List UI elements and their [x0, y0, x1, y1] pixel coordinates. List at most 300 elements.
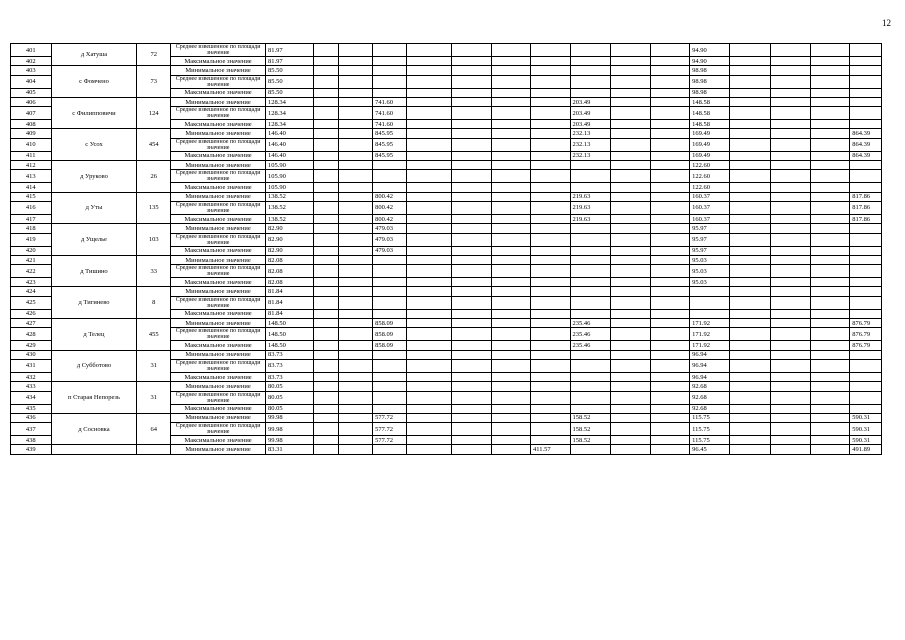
value-cell [531, 97, 570, 106]
value-cell: 83.73 [265, 350, 314, 359]
value-cell [531, 224, 570, 233]
value-cell [406, 192, 451, 201]
value-cell [491, 161, 530, 170]
value-cell [771, 170, 810, 183]
value-cell [531, 359, 570, 372]
value-type-cell: Среднее взвешенное по площади значение [171, 423, 266, 436]
value-cell [810, 413, 849, 422]
value-cell [406, 88, 451, 97]
value-cell [729, 413, 771, 422]
value-cell [729, 183, 771, 192]
value-cell [339, 44, 373, 57]
row-number-cell: 432 [11, 372, 52, 381]
value-cell [531, 404, 570, 413]
value-cell [729, 170, 771, 183]
value-cell [406, 436, 451, 445]
value-cell [314, 75, 339, 88]
value-cell [452, 246, 491, 255]
value-cell [339, 246, 373, 255]
value-type-cell: Среднее взвешенное по площади значение [171, 75, 266, 88]
value-cell [729, 350, 771, 359]
value-cell [771, 44, 810, 57]
value-cell [452, 138, 491, 151]
table-row [11, 445, 882, 454]
row-number-cell: 419 [11, 233, 52, 246]
value-cell [406, 201, 451, 214]
value-type-cell: Минимальное значение [171, 97, 266, 106]
settlement-name-cell: д Хатуша [51, 44, 137, 66]
value-cell: 741.60 [373, 120, 407, 129]
value-cell [531, 328, 570, 341]
value-cell [491, 359, 530, 372]
value-cell [452, 192, 491, 201]
value-type-cell: Среднее взвешенное по площади значение [171, 296, 266, 309]
value-cell [452, 404, 491, 413]
value-type-cell: Среднее взвешенное по площади значение [171, 201, 266, 214]
row-number-cell: 437 [11, 423, 52, 436]
value-cell [339, 382, 373, 391]
value-cell [850, 183, 882, 192]
value-type-cell: Максимальное значение [171, 57, 266, 66]
row-number-cell: 424 [11, 287, 52, 296]
value-cell [314, 214, 339, 223]
value-cell: 158.52 [570, 423, 611, 436]
value-cell [810, 129, 849, 138]
value-cell [452, 391, 491, 404]
value-cell [452, 120, 491, 129]
population-cell: 124 [137, 97, 171, 129]
value-cell: 864.39 [850, 151, 882, 160]
value-cell [771, 287, 810, 296]
value-cell [850, 287, 882, 296]
row-number-cell: 412 [11, 161, 52, 170]
value-cell [452, 296, 491, 309]
value-type-cell: Среднее взвешенное по площади значение [171, 328, 266, 341]
value-cell [314, 201, 339, 214]
value-cell [810, 359, 849, 372]
value-cell [406, 75, 451, 88]
value-cell: 105.90 [265, 170, 314, 183]
value-cell [491, 372, 530, 381]
value-cell [810, 138, 849, 151]
value-cell [611, 423, 650, 436]
value-cell [570, 224, 611, 233]
value-cell: 105.90 [265, 183, 314, 192]
value-cell [771, 413, 810, 422]
value-cell: 99.98 [265, 423, 314, 436]
value-cell [373, 404, 407, 413]
value-cell [406, 214, 451, 223]
value-cell [611, 107, 650, 120]
value-cell [650, 97, 689, 106]
value-cell [314, 319, 339, 328]
value-cell [339, 97, 373, 106]
settlement-name-cell: д Ущелье [51, 224, 137, 256]
value-cell [406, 138, 451, 151]
value-type-cell: Среднее взвешенное по площади значение [171, 359, 266, 372]
value-cell [650, 201, 689, 214]
value-cell [650, 319, 689, 328]
value-cell [570, 445, 611, 454]
value-cell [314, 161, 339, 170]
value-cell [570, 255, 611, 264]
value-cell [531, 88, 570, 97]
value-cell [729, 328, 771, 341]
value-cell [314, 192, 339, 201]
value-cell [339, 138, 373, 151]
value-cell [729, 151, 771, 160]
value-cell [810, 341, 849, 350]
value-cell [650, 170, 689, 183]
value-cell [491, 413, 530, 422]
settlement-name-cell: д Тишино [51, 255, 137, 287]
row-number-cell: 438 [11, 436, 52, 445]
value-cell [650, 359, 689, 372]
value-cell: 128.34 [265, 107, 314, 120]
value-cell [771, 391, 810, 404]
value-cell [729, 445, 771, 454]
value-cell [650, 341, 689, 350]
value-cell [771, 319, 810, 328]
value-cell: 858.09 [373, 341, 407, 350]
value-cell [491, 88, 530, 97]
value-cell [531, 75, 570, 88]
row-number-cell: 427 [11, 319, 52, 328]
value-cell [531, 138, 570, 151]
row-number-cell: 415 [11, 192, 52, 201]
value-cell [373, 88, 407, 97]
value-cell [491, 246, 530, 255]
value-cell [406, 341, 451, 350]
row-number-cell: 417 [11, 214, 52, 223]
value-cell [531, 183, 570, 192]
row-number-cell: 428 [11, 328, 52, 341]
value-type-cell: Среднее взвешенное по площади значение [171, 107, 266, 120]
value-cell [314, 413, 339, 422]
value-cell [611, 161, 650, 170]
value-cell [373, 287, 407, 296]
value-cell [850, 278, 882, 287]
value-cell [406, 120, 451, 129]
value-cell [570, 278, 611, 287]
value-cell [491, 287, 530, 296]
row-number-cell: 422 [11, 265, 52, 278]
value-cell [491, 309, 530, 318]
value-type-cell: Среднее взвешенное по площади значение [171, 44, 266, 57]
value-cell [314, 246, 339, 255]
value-cell: 80.05 [265, 404, 314, 413]
value-type-cell: Минимальное значение [171, 319, 266, 328]
value-cell [452, 436, 491, 445]
value-cell [650, 192, 689, 201]
value-cell [339, 75, 373, 88]
value-cell [339, 129, 373, 138]
value-cell [406, 233, 451, 246]
value-cell [339, 151, 373, 160]
row-number-cell: 401 [11, 44, 52, 57]
value-cell [452, 224, 491, 233]
value-cell [729, 44, 771, 57]
value-cell: 858.09 [373, 328, 407, 341]
value-cell [611, 413, 650, 422]
value-cell [729, 255, 771, 264]
value-cell [611, 404, 650, 413]
value-cell [406, 246, 451, 255]
value-cell [611, 120, 650, 129]
row-number-cell: 405 [11, 88, 52, 97]
value-cell: 96.94 [690, 359, 729, 372]
value-type-cell: Минимальное значение [171, 192, 266, 201]
value-cell: 800.42 [373, 214, 407, 223]
value-cell [810, 120, 849, 129]
row-number-cell: 421 [11, 255, 52, 264]
value-cell: 232.13 [570, 138, 611, 151]
value-cell [729, 214, 771, 223]
settlement-name-cell [51, 445, 137, 454]
value-cell: 203.49 [570, 107, 611, 120]
value-cell [690, 309, 729, 318]
value-cell [406, 224, 451, 233]
value-cell [771, 138, 810, 151]
table-row [11, 129, 882, 138]
value-cell: 94.90 [690, 44, 729, 57]
value-cell [491, 57, 530, 66]
value-cell: 800.42 [373, 201, 407, 214]
value-cell [850, 161, 882, 170]
value-cell [729, 265, 771, 278]
value-cell [611, 214, 650, 223]
value-cell [314, 170, 339, 183]
value-cell [491, 445, 530, 454]
value-cell [771, 246, 810, 255]
value-cell [339, 265, 373, 278]
value-cell [771, 423, 810, 436]
value-cell [650, 161, 689, 170]
value-cell [650, 278, 689, 287]
population-cell: 26 [137, 161, 171, 193]
row-number-cell: 431 [11, 359, 52, 372]
value-cell [771, 75, 810, 88]
value-cell [850, 44, 882, 57]
value-cell [339, 120, 373, 129]
value-cell [729, 97, 771, 106]
value-cell [771, 201, 810, 214]
value-type-cell: Среднее взвешенное по площади значение [171, 391, 266, 404]
population-cell: 103 [137, 224, 171, 256]
value-cell: 96.45 [690, 445, 729, 454]
value-cell [314, 382, 339, 391]
value-cell: 158.52 [570, 413, 611, 422]
value-cell [771, 296, 810, 309]
value-cell [611, 391, 650, 404]
value-cell: 577.72 [373, 413, 407, 422]
value-cell [570, 161, 611, 170]
value-cell [611, 445, 650, 454]
value-cell [850, 170, 882, 183]
value-cell: 96.94 [690, 372, 729, 381]
population-cell: 31 [137, 382, 171, 414]
value-cell [611, 255, 650, 264]
value-cell [771, 341, 810, 350]
value-cell [406, 287, 451, 296]
value-cell [339, 413, 373, 422]
value-cell [650, 107, 689, 120]
value-cell: 82.08 [265, 265, 314, 278]
row-number-cell: 416 [11, 201, 52, 214]
population-cell: 33 [137, 255, 171, 287]
settlement-name-cell: д Субботово [51, 350, 137, 382]
value-cell [850, 296, 882, 309]
value-cell [406, 445, 451, 454]
value-cell: 160.37 [690, 214, 729, 223]
value-type-cell: Максимальное значение [171, 372, 266, 381]
value-cell [406, 129, 451, 138]
value-cell [373, 66, 407, 75]
value-cell [339, 423, 373, 436]
value-cell [314, 445, 339, 454]
value-cell [850, 107, 882, 120]
value-cell: 876.79 [850, 319, 882, 328]
value-cell [729, 246, 771, 255]
value-cell [406, 391, 451, 404]
value-cell [531, 341, 570, 350]
value-cell [406, 278, 451, 287]
value-cell [570, 44, 611, 57]
value-cell [850, 233, 882, 246]
value-cell [810, 255, 849, 264]
value-cell [611, 66, 650, 75]
value-cell [531, 192, 570, 201]
table-row [11, 287, 882, 296]
row-number-cell: 434 [11, 391, 52, 404]
value-cell [531, 201, 570, 214]
value-cell [531, 309, 570, 318]
value-cell [491, 192, 530, 201]
value-cell [611, 328, 650, 341]
value-cell [650, 413, 689, 422]
value-cell [810, 404, 849, 413]
settlement-name-cell: д Уты [51, 192, 137, 224]
value-cell [570, 404, 611, 413]
value-cell [611, 183, 650, 192]
value-cell [531, 161, 570, 170]
value-cell [406, 57, 451, 66]
value-cell [729, 372, 771, 381]
value-cell [771, 265, 810, 278]
value-cell [729, 287, 771, 296]
settlement-name-cell: с Усох [51, 129, 137, 161]
value-cell [771, 129, 810, 138]
value-type-cell: Минимальное значение [171, 161, 266, 170]
value-cell: 98.98 [690, 88, 729, 97]
value-cell [611, 359, 650, 372]
value-cell: 148.58 [690, 97, 729, 106]
value-cell [491, 328, 530, 341]
value-cell [650, 224, 689, 233]
value-cell: 85.50 [265, 75, 314, 88]
value-cell [650, 88, 689, 97]
value-type-cell: Максимальное значение [171, 309, 266, 318]
row-number-cell: 423 [11, 278, 52, 287]
value-cell [491, 138, 530, 151]
value-cell [339, 319, 373, 328]
value-type-cell: Минимальное значение [171, 413, 266, 422]
value-cell: 99.98 [265, 436, 314, 445]
value-cell [611, 192, 650, 201]
row-number-cell: 430 [11, 350, 52, 359]
value-cell [406, 372, 451, 381]
value-cell [570, 170, 611, 183]
value-cell [729, 278, 771, 287]
value-cell [729, 436, 771, 445]
value-cell: 160.37 [690, 201, 729, 214]
data-table [10, 43, 882, 455]
value-cell [452, 97, 491, 106]
value-cell [771, 372, 810, 381]
value-cell [406, 404, 451, 413]
row-number-cell: 410 [11, 138, 52, 151]
value-cell [570, 66, 611, 75]
value-cell [314, 372, 339, 381]
value-cell [314, 309, 339, 318]
value-cell: 83.73 [265, 372, 314, 381]
value-cell: 83.73 [265, 359, 314, 372]
value-cell [491, 107, 530, 120]
value-cell [650, 309, 689, 318]
value-cell [810, 287, 849, 296]
value-cell [570, 287, 611, 296]
settlement-name-cell: д Телец [51, 319, 137, 351]
value-cell: 128.34 [265, 120, 314, 129]
value-cell: 82.90 [265, 233, 314, 246]
value-cell: 219.63 [570, 192, 611, 201]
value-cell [531, 296, 570, 309]
value-cell [729, 391, 771, 404]
value-cell [491, 423, 530, 436]
value-cell [570, 391, 611, 404]
value-cell [729, 138, 771, 151]
value-cell: 85.50 [265, 88, 314, 97]
value-cell [452, 372, 491, 381]
value-cell [452, 278, 491, 287]
value-cell [690, 296, 729, 309]
value-cell [373, 161, 407, 170]
value-cell [339, 224, 373, 233]
value-type-cell: Максимальное значение [171, 246, 266, 255]
row-number-cell: 409 [11, 129, 52, 138]
value-cell [339, 183, 373, 192]
value-cell [406, 107, 451, 120]
value-cell [452, 75, 491, 88]
value-cell [531, 170, 570, 183]
table-row [11, 97, 882, 106]
value-cell [491, 296, 530, 309]
value-cell [452, 319, 491, 328]
population-cell: 454 [137, 129, 171, 161]
value-cell [373, 350, 407, 359]
value-cell [611, 372, 650, 381]
value-cell [339, 328, 373, 341]
value-cell [406, 296, 451, 309]
value-cell [452, 341, 491, 350]
value-cell [570, 75, 611, 88]
value-cell [650, 436, 689, 445]
value-cell: 148.50 [265, 328, 314, 341]
value-cell [611, 319, 650, 328]
value-type-cell: Минимальное значение [171, 287, 266, 296]
value-cell [531, 246, 570, 255]
value-cell [491, 278, 530, 287]
